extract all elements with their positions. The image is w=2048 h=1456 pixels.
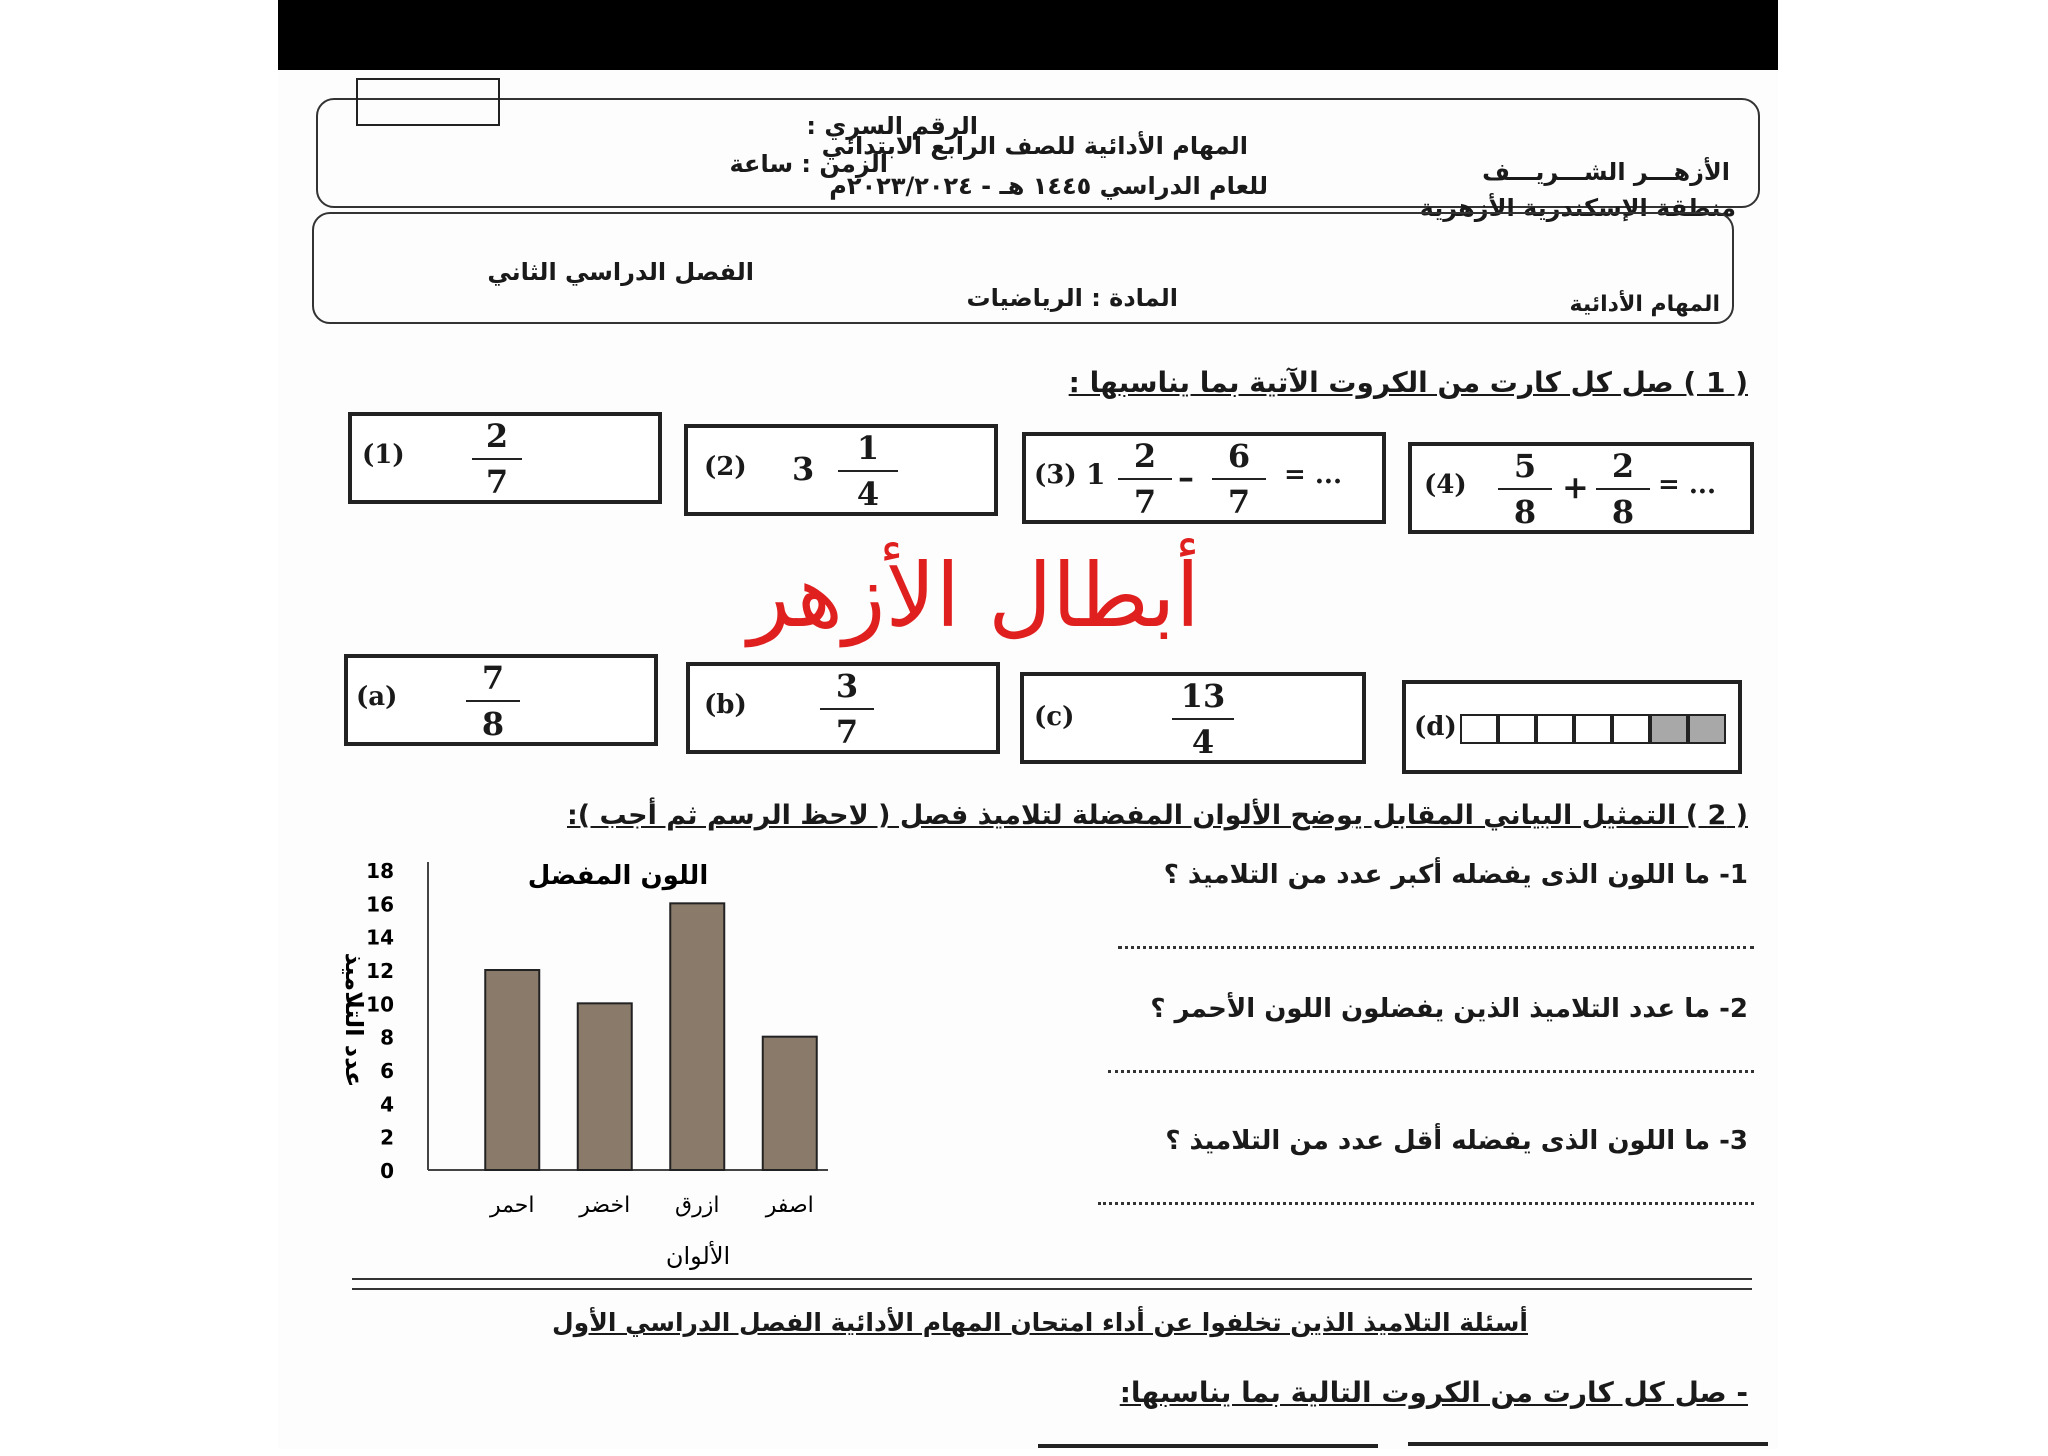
y-tick-label: 10 [366,992,394,1017]
card-1[interactable] [348,412,662,504]
answer-line-2[interactable] [1108,1070,1754,1073]
question2-item2: 2- ما عدد التلاميذ الذين يفضلون اللون الأحمر ؟ [1150,994,1748,1024]
numerator: 13 [1180,677,1226,715]
minus-sign: – [1178,458,1194,496]
y-axis-title: عدد التلاميذ [340,952,368,1088]
absent-students-title: أسئلة التلاميذ الذين تخلفوا عن أداء امتحان المهام الأدائية الفصل الدراسي الأول [551,1308,1528,1337]
answer-line-3[interactable] [1098,1202,1754,1205]
question2-item1: 1- ما اللون الذى يفضله أكبر عدد من التلاميذ ؟ [1163,860,1748,890]
answer-line-1[interactable] [1118,946,1754,949]
bar-ازرق [670,903,724,1170]
shaded-square [1650,714,1688,744]
denominator: 7 [1133,483,1157,521]
y-tick-label: 0 [380,1159,394,1183]
y-tick-label: 4 [380,1092,394,1117]
card-tag: (4) [1424,470,1467,500]
numerator: 2 [1611,447,1635,485]
denominator: 7 [485,463,509,501]
numerator: 1 [856,429,880,467]
fraction-bar [1498,488,1552,490]
numerator: 5 [1513,447,1537,485]
fraction-bar [1172,718,1234,720]
card-tag: (b) [704,690,747,720]
numerator: 2 [485,417,509,455]
next-card-edge [1408,1442,1768,1454]
card-c[interactable] [1020,672,1366,764]
denominator: 4 [856,475,880,513]
card-d[interactable] [1402,680,1742,774]
card-tag: (3) [1034,460,1077,490]
denominator: 4 [1191,723,1215,761]
y-tick-label: 8 [380,1025,394,1050]
fraction [838,428,898,514]
x-axis-title: الألوان [665,1242,731,1270]
denominator: 8 [1611,493,1635,531]
denominator: 8 [481,705,505,743]
fraction-bar [1212,478,1266,480]
term-label: الفصل الدراسي الثاني [487,258,754,286]
card-b[interactable] [686,662,1000,754]
question1-title: ( 1 ) صل كل كارت من الكروت الآتية بما يناسبها : [1068,366,1748,399]
whole-number: 1 [1086,458,1106,491]
connect-cards-title: - صل كل كارت من الكروت التالية بما يناسبها: [1119,1376,1748,1409]
academic-year: للعام الدراسي ١٤٤٥ هـ - ٢٠٢٣/٢٠٢٤م [829,172,1268,200]
numerator: 7 [481,659,505,697]
y-tick-label: 16 [366,892,394,917]
question2-title: ( 2 ) التمثيل البياني المقابل يوضح الألوان المفضلة لتلاميذ فصل ( لاحظ الرسم ثم أجب ): [567,800,1748,831]
y-tick-label: 14 [366,925,394,950]
fraction-bar [1118,478,1172,480]
bar-chart [318,840,838,1270]
whole-number: 3 [792,450,815,488]
exam-title: المهام الأدائية للصف الرابع الابتدائي [821,132,1248,160]
empty-square [1612,714,1650,744]
card-3[interactable] [1022,432,1386,524]
org-name: الأزهـــر الشـــريـــف [1482,158,1730,186]
fraction [1498,446,1552,532]
shaded-square [1688,714,1726,744]
x-tick-label: اخضر [579,1193,631,1218]
time-label: الزمن : ساعة [729,150,888,178]
numerator: 2 [1133,437,1157,475]
denominator: 7 [835,713,859,751]
y-tick-label: 18 [366,859,394,883]
fraction-bar [1596,488,1650,490]
x-tick-label: احمر [489,1193,535,1218]
section-separator [352,1278,1752,1290]
equals-blank: = ... [1658,470,1716,500]
task-label: المهام الأدائية [1569,292,1720,317]
denominator: 7 [1227,483,1251,521]
top-black-bar [278,0,1778,70]
empty-square [1574,714,1612,744]
numerator: 6 [1227,437,1251,475]
next-card-edge [1038,1444,1378,1456]
fraction-bar [466,700,520,702]
card-tag: (1) [362,440,405,470]
question2-item3: 3- ما اللون الذى يفضله أقل عدد من التلاميذ ؟ [1165,1126,1748,1156]
card-a[interactable] [344,654,658,746]
subject-label: المادة : الرياضيات [966,284,1178,312]
bar-اخضر [578,1003,632,1170]
denominator: 8 [1513,493,1537,531]
equals-blank: = ... [1284,460,1342,490]
plus-sign: + [1562,468,1589,506]
secret-number-box[interactable] [356,78,500,126]
fraction-bar [838,470,898,472]
card-tag: (a) [356,682,398,712]
fraction [1172,676,1234,762]
fraction-squares [1460,714,1726,744]
empty-square [1536,714,1574,744]
card-2[interactable] [684,424,998,516]
fraction-bar [820,708,874,710]
region-name: منطقة الإسكندرية الأزهرية [1419,194,1736,222]
fraction [1596,446,1650,532]
x-tick-label: ازرق [675,1193,720,1218]
x-tick-label: اصفر [765,1193,814,1218]
watermark-text: أبطال الأزهر [748,544,1200,647]
exam-paper [278,70,1778,1449]
card-4[interactable] [1408,442,1754,534]
chart-title: اللون المفضل [527,861,709,891]
empty-square [1460,714,1498,744]
bar-اصفر [763,1037,817,1170]
fraction-bar [472,458,522,460]
y-tick-label: 6 [380,1059,394,1083]
card-tag: (d) [1414,712,1457,742]
bar-احمر [485,970,539,1170]
empty-square [1498,714,1536,744]
card-tag: (2) [704,452,747,482]
secret-number-label: الرقم السري : [806,112,978,140]
y-tick-label: 12 [366,959,394,983]
fraction [472,416,522,502]
fraction [820,666,874,752]
fraction [1212,436,1266,522]
y-tick-label: 2 [380,1125,394,1150]
fraction [466,658,520,744]
numerator: 3 [835,667,859,705]
fraction [1118,436,1172,522]
card-tag: (c) [1034,702,1075,732]
